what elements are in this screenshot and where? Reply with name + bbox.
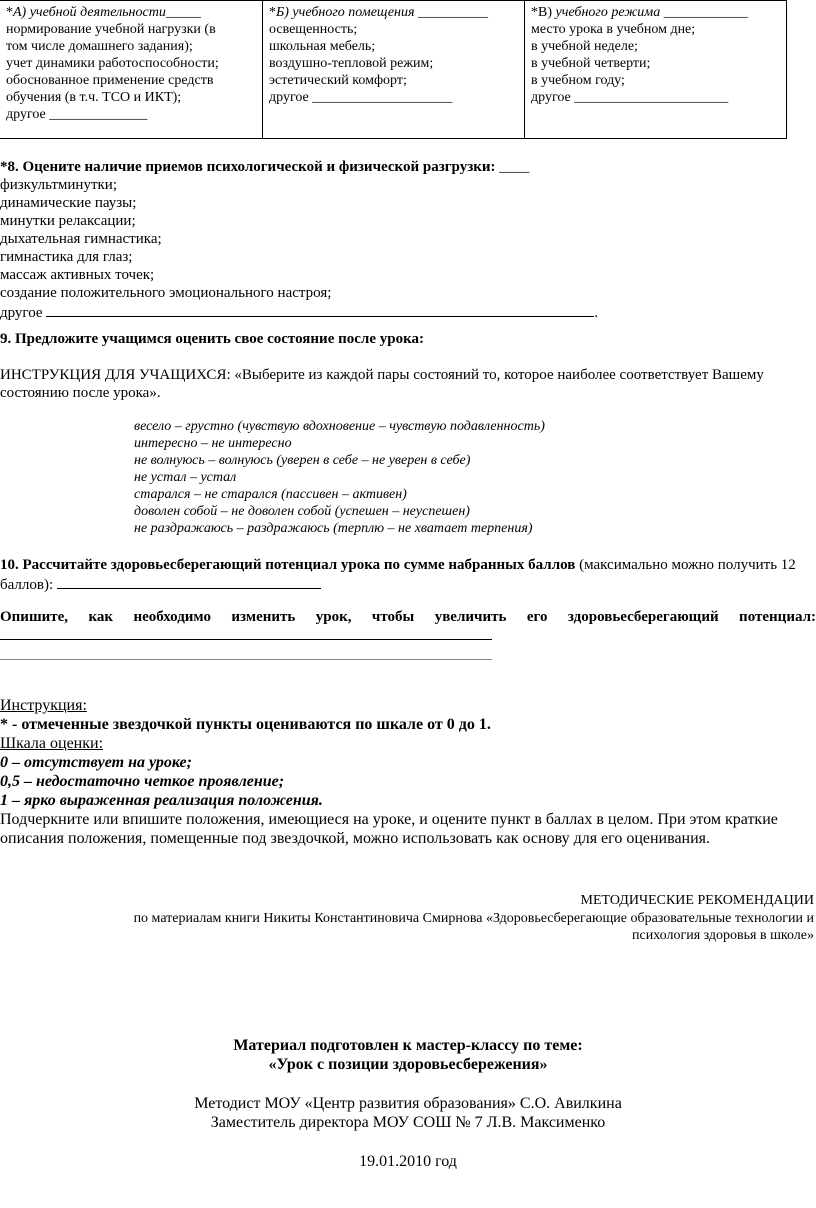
question-title: *8. Оцените наличие приемов психологической и физической разгрузки: ____ bbox=[0, 159, 530, 175]
state-pair: не раздражаюсь – раздражаюсь (терплю – не хватает терпения) bbox=[134, 521, 533, 536]
col-item: эстетический комфорт; bbox=[269, 73, 407, 88]
other-line: другое . bbox=[0, 302, 816, 322]
author-line: Заместитель директора МОУ СОШ № 7 Л.В. Максименко bbox=[210, 1114, 606, 1131]
col-heading: *А) учебной деятельности_____ bbox=[6, 5, 201, 20]
state-pair: весело – грустно (чувствую вдохновение – чувствую подавленность) bbox=[134, 419, 545, 434]
footer-title-line: Материал подготовлен к мастер-классу по теме: bbox=[233, 1037, 583, 1054]
list-item: дыхательная гимнастика; bbox=[0, 231, 162, 247]
score-line: баллов): bbox=[0, 574, 816, 594]
recommendations-title: МЕТОДИЧЕСКИЕ РЕКОМЕНДАЦИИ bbox=[580, 893, 814, 908]
instruction-line: состоянию после урока». bbox=[0, 385, 161, 401]
question-10 bbox=[0, 556, 816, 594]
fill-blank bbox=[46, 302, 594, 317]
col-item: воздушно-тепловой режим; bbox=[269, 56, 434, 71]
describe-prompt: Опишите, как необходимо изменить урок, чтобы увеличить его здоровьесберегающий потенциал: bbox=[0, 609, 816, 625]
col-item: другое ____________________ bbox=[269, 90, 453, 105]
col-heading: *В) учебного режима ____________ bbox=[531, 5, 748, 20]
list-item: минутки релаксации; bbox=[0, 213, 136, 229]
footer-title-line: «Урок с позиции здоровьесбережения» bbox=[268, 1056, 548, 1073]
state-pairs-list bbox=[134, 418, 545, 537]
criteria-col-regime bbox=[525, 1, 787, 139]
list-item: физкультминутки; bbox=[0, 177, 117, 193]
answer-line bbox=[0, 659, 492, 660]
col-item: в учебном году; bbox=[531, 73, 625, 88]
col-item: освещенность; bbox=[269, 22, 358, 37]
col-item: место урока в учебном дне; bbox=[531, 22, 696, 37]
col-item: другое ______________________ bbox=[531, 90, 729, 105]
list-item: гимнастика для глаз; bbox=[0, 249, 133, 265]
col-item: обучения (в т.ч. ТСО и ИКТ); bbox=[6, 90, 182, 105]
instructions-heading: Инструкция: bbox=[0, 697, 87, 714]
scale-item: 0 – отсутствует на уроке; bbox=[0, 754, 192, 771]
state-pair: старался – не старался (пассивен – активен) bbox=[134, 487, 407, 502]
question-8 bbox=[0, 158, 816, 322]
instruction-paragraph: описания положения, помещенные под звездочкой, можно использовать как основу для его оценивания. bbox=[0, 830, 711, 847]
state-pair: не устал – устал bbox=[134, 470, 237, 485]
list-item: динамические паузы; bbox=[0, 195, 137, 211]
criteria-col-room bbox=[263, 1, 525, 139]
instructions-block bbox=[0, 696, 816, 848]
recommendations-source: по материалам книги Никиты Константиновича Смирнова «Здоровьесберегающие образовательные технологии и bbox=[133, 911, 814, 926]
question-9-title: 9. Предложите учащимся оценить свое состояние после урока: bbox=[0, 331, 424, 347]
instruction-paragraph: Подчеркните или впишите положения, имеющиеся на уроке, и оцените пункт в баллах в целом. При этом краткие bbox=[0, 811, 778, 828]
scale-heading: Шкала оценки: bbox=[0, 735, 104, 752]
list-item: массаж активных точек; bbox=[0, 267, 155, 283]
col-item: нормирование учебной нагрузки (в bbox=[6, 22, 216, 37]
col-heading: *Б) учебного помещения __________ bbox=[269, 5, 488, 20]
col-item: обоснованное применение средств bbox=[6, 73, 214, 88]
scale-item: 0,5 – недостаточно четкое проявление; bbox=[0, 773, 285, 790]
col-item: учет динамики работоспособности; bbox=[6, 56, 219, 71]
star-note: * - отмеченные звездочкой пункты оцениваются по шкале от 0 до 1. bbox=[0, 716, 491, 733]
col-item: том числе домашнего задания); bbox=[6, 39, 193, 54]
footer-date: 19.01.2010 год bbox=[359, 1153, 457, 1170]
score-blank bbox=[57, 574, 321, 589]
col-item: в учебной неделе; bbox=[531, 39, 638, 54]
student-instruction bbox=[0, 366, 816, 402]
criteria-table bbox=[0, 0, 787, 139]
question-title: 10. Рассчитайте здоровьесберегающий потенциал урока по сумме набранных баллов (максимально можно получить 12 bbox=[0, 557, 796, 573]
author-line: Методист МОУ «Центр развития образования» С.О. Авилкина bbox=[194, 1095, 622, 1112]
state-pair: доволен собой – не доволен собой (успешен – неуспешен) bbox=[134, 504, 470, 519]
col-item: в учебной четверти; bbox=[531, 56, 651, 71]
state-pair: интересно – не интересно bbox=[134, 436, 292, 451]
col-item: другое ______________ bbox=[6, 107, 148, 122]
scale-item: 1 – ярко выраженная реализация положения. bbox=[0, 792, 323, 809]
answer-line bbox=[0, 639, 492, 640]
col-item: школьная мебель; bbox=[269, 39, 376, 54]
recommendations-source: психология здоровья в школе» bbox=[632, 928, 814, 943]
recommendations-block bbox=[0, 892, 814, 944]
footer-title bbox=[0, 1036, 816, 1074]
criteria-col-activity bbox=[0, 1, 263, 139]
footer-authors bbox=[0, 1094, 816, 1132]
state-pair: не волнуюсь – волнуюсь (уверен в себе – не уверен в себе) bbox=[134, 453, 471, 468]
list-item: создание положительного эмоционального настроя; bbox=[0, 285, 332, 301]
instruction-line: ИНСТРУКЦИЯ ДЛЯ УЧАЩИХСЯ: «Выберите из каждой пары состояний то, которое наиболее соответствует Вашему bbox=[0, 367, 764, 383]
